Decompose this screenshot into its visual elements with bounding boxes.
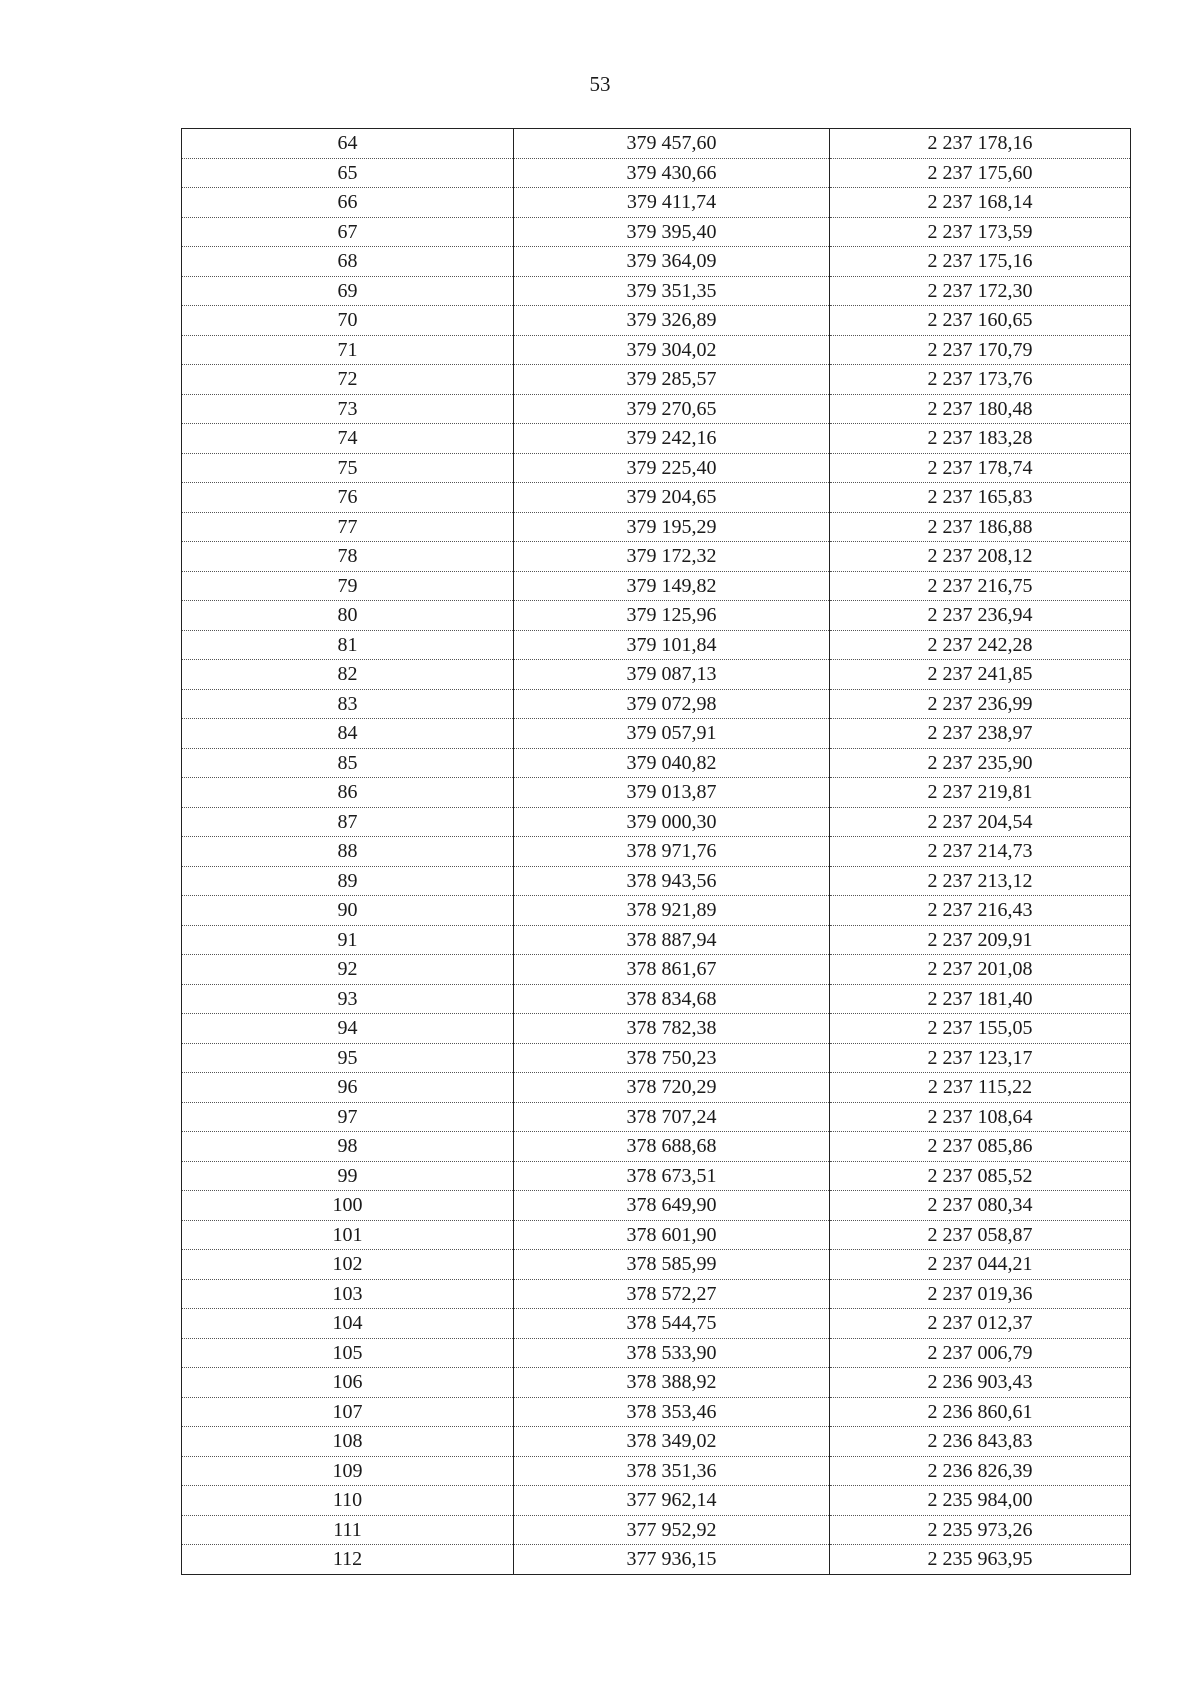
y-coordinate-cell: 2 237 170,79 xyxy=(830,335,1131,365)
point-number-cell: 91 xyxy=(182,925,514,955)
table-row xyxy=(182,1220,1131,1250)
table-row xyxy=(182,1279,1131,1309)
y-coordinate-cell: 2 236 903,43 xyxy=(830,1368,1131,1398)
x-coordinate-cell: 379 430,66 xyxy=(514,158,830,188)
y-coordinate-cell: 2 237 183,28 xyxy=(830,424,1131,454)
point-number-cell: 92 xyxy=(182,955,514,985)
y-coordinate-cell: 2 237 173,59 xyxy=(830,217,1131,247)
table-row xyxy=(182,335,1131,365)
point-number-cell: 84 xyxy=(182,719,514,749)
x-coordinate-cell: 379 000,30 xyxy=(514,807,830,837)
x-coordinate-cell: 378 388,92 xyxy=(514,1368,830,1398)
point-number-cell: 94 xyxy=(182,1014,514,1044)
point-number-cell: 70 xyxy=(182,306,514,336)
y-coordinate-cell: 2 237 168,14 xyxy=(830,188,1131,218)
point-number-cell: 93 xyxy=(182,984,514,1014)
point-number-cell: 74 xyxy=(182,424,514,454)
table-row xyxy=(182,1427,1131,1457)
point-number-cell: 72 xyxy=(182,365,514,395)
point-number-cell: 97 xyxy=(182,1102,514,1132)
table-row xyxy=(182,1456,1131,1486)
y-coordinate-cell: 2 237 219,81 xyxy=(830,778,1131,808)
point-number-cell: 87 xyxy=(182,807,514,837)
x-coordinate-cell: 379 072,98 xyxy=(514,689,830,719)
page-number: 53 xyxy=(589,72,611,96)
table-row xyxy=(182,660,1131,690)
y-coordinate-cell: 2 236 860,61 xyxy=(830,1397,1131,1427)
x-coordinate-cell: 378 750,23 xyxy=(514,1043,830,1073)
y-coordinate-cell: 2 237 044,21 xyxy=(830,1250,1131,1280)
y-coordinate-cell: 2 237 080,34 xyxy=(830,1191,1131,1221)
x-coordinate-cell: 378 544,75 xyxy=(514,1309,830,1339)
point-number-cell: 73 xyxy=(182,394,514,424)
y-coordinate-cell: 2 237 173,76 xyxy=(830,365,1131,395)
point-number-cell: 68 xyxy=(182,247,514,277)
x-coordinate-cell: 378 971,76 xyxy=(514,837,830,867)
y-coordinate-cell: 2 237 085,86 xyxy=(830,1132,1131,1162)
table-row xyxy=(182,453,1131,483)
y-coordinate-cell: 2 237 058,87 xyxy=(830,1220,1131,1250)
point-number-cell: 98 xyxy=(182,1132,514,1162)
point-number-cell: 102 xyxy=(182,1250,514,1280)
table-row xyxy=(182,719,1131,749)
x-coordinate-cell: 378 353,46 xyxy=(514,1397,830,1427)
x-coordinate-cell: 379 270,65 xyxy=(514,394,830,424)
x-coordinate-cell: 379 457,60 xyxy=(514,129,830,159)
x-coordinate-cell: 378 834,68 xyxy=(514,984,830,1014)
point-number-cell: 101 xyxy=(182,1220,514,1250)
x-coordinate-cell: 379 101,84 xyxy=(514,630,830,660)
x-coordinate-cell: 379 242,16 xyxy=(514,424,830,454)
y-coordinate-cell: 2 237 216,43 xyxy=(830,896,1131,926)
y-coordinate-cell: 2 237 186,88 xyxy=(830,512,1131,542)
x-coordinate-cell: 378 921,89 xyxy=(514,896,830,926)
table-row xyxy=(182,925,1131,955)
point-number-cell: 71 xyxy=(182,335,514,365)
table-row xyxy=(182,1397,1131,1427)
table-row xyxy=(182,158,1131,188)
table-row xyxy=(182,748,1131,778)
table-row xyxy=(182,483,1131,513)
x-coordinate-cell: 378 688,68 xyxy=(514,1132,830,1162)
point-number-cell: 75 xyxy=(182,453,514,483)
point-number-cell: 109 xyxy=(182,1456,514,1486)
y-coordinate-cell: 2 237 178,74 xyxy=(830,453,1131,483)
x-coordinate-cell: 378 351,36 xyxy=(514,1456,830,1486)
x-coordinate-cell: 377 962,14 xyxy=(514,1486,830,1516)
y-coordinate-cell: 2 237 204,54 xyxy=(830,807,1131,837)
table-row xyxy=(182,188,1131,218)
table-row xyxy=(182,306,1131,336)
table-row xyxy=(182,1486,1131,1516)
x-coordinate-cell: 378 887,94 xyxy=(514,925,830,955)
y-coordinate-cell: 2 235 963,95 xyxy=(830,1545,1131,1575)
table-row xyxy=(182,1132,1131,1162)
point-number-cell: 95 xyxy=(182,1043,514,1073)
y-coordinate-cell: 2 237 019,36 xyxy=(830,1279,1131,1309)
x-coordinate-cell: 378 533,90 xyxy=(514,1338,830,1368)
x-coordinate-cell: 379 326,89 xyxy=(514,306,830,336)
x-coordinate-cell: 378 943,56 xyxy=(514,866,830,896)
table-row xyxy=(182,1191,1131,1221)
table-row xyxy=(182,129,1131,159)
point-number-cell: 100 xyxy=(182,1191,514,1221)
coordinates-table xyxy=(181,128,1131,1575)
point-number-cell: 88 xyxy=(182,837,514,867)
table-row xyxy=(182,542,1131,572)
point-number-cell: 82 xyxy=(182,660,514,690)
x-coordinate-cell: 377 952,92 xyxy=(514,1515,830,1545)
point-number-cell: 90 xyxy=(182,896,514,926)
y-coordinate-cell: 2 237 201,08 xyxy=(830,955,1131,985)
x-coordinate-cell: 379 395,40 xyxy=(514,217,830,247)
y-coordinate-cell: 2 237 006,79 xyxy=(830,1338,1131,1368)
point-number-cell: 105 xyxy=(182,1338,514,1368)
point-number-cell: 66 xyxy=(182,188,514,218)
y-coordinate-cell: 2 237 181,40 xyxy=(830,984,1131,1014)
x-coordinate-cell: 378 349,02 xyxy=(514,1427,830,1457)
x-coordinate-cell: 377 936,15 xyxy=(514,1545,830,1575)
x-coordinate-cell: 379 013,87 xyxy=(514,778,830,808)
y-coordinate-cell: 2 237 012,37 xyxy=(830,1309,1131,1339)
y-coordinate-cell: 2 237 108,64 xyxy=(830,1102,1131,1132)
y-coordinate-cell: 2 237 178,16 xyxy=(830,129,1131,159)
x-coordinate-cell: 378 720,29 xyxy=(514,1073,830,1103)
y-coordinate-cell: 2 237 235,90 xyxy=(830,748,1131,778)
table-row xyxy=(182,630,1131,660)
table-row xyxy=(182,984,1131,1014)
table-row xyxy=(182,601,1131,631)
y-coordinate-cell: 2 237 180,48 xyxy=(830,394,1131,424)
y-coordinate-cell: 2 237 165,83 xyxy=(830,483,1131,513)
point-number-cell: 78 xyxy=(182,542,514,572)
x-coordinate-cell: 378 707,24 xyxy=(514,1102,830,1132)
y-coordinate-cell: 2 237 123,17 xyxy=(830,1043,1131,1073)
table-row xyxy=(182,1043,1131,1073)
point-number-cell: 69 xyxy=(182,276,514,306)
table-row xyxy=(182,247,1131,277)
y-coordinate-cell: 2 237 172,30 xyxy=(830,276,1131,306)
y-coordinate-cell: 2 237 175,60 xyxy=(830,158,1131,188)
table-row xyxy=(182,1161,1131,1191)
x-coordinate-cell: 378 601,90 xyxy=(514,1220,830,1250)
x-coordinate-cell: 379 204,65 xyxy=(514,483,830,513)
x-coordinate-cell: 378 673,51 xyxy=(514,1161,830,1191)
table-row xyxy=(182,837,1131,867)
y-coordinate-cell: 2 237 236,99 xyxy=(830,689,1131,719)
table-row xyxy=(182,571,1131,601)
x-coordinate-cell: 379 057,91 xyxy=(514,719,830,749)
y-coordinate-cell: 2 237 085,52 xyxy=(830,1161,1131,1191)
x-coordinate-cell: 378 572,27 xyxy=(514,1279,830,1309)
y-coordinate-cell: 2 237 214,73 xyxy=(830,837,1131,867)
point-number-cell: 64 xyxy=(182,129,514,159)
y-coordinate-cell: 2 237 155,05 xyxy=(830,1014,1131,1044)
y-coordinate-cell: 2 237 209,91 xyxy=(830,925,1131,955)
table-row xyxy=(182,512,1131,542)
y-coordinate-cell: 2 237 175,16 xyxy=(830,247,1131,277)
x-coordinate-cell: 379 087,13 xyxy=(514,660,830,690)
x-coordinate-cell: 379 149,82 xyxy=(514,571,830,601)
point-number-cell: 104 xyxy=(182,1309,514,1339)
point-number-cell: 96 xyxy=(182,1073,514,1103)
y-coordinate-cell: 2 237 241,85 xyxy=(830,660,1131,690)
table-row xyxy=(182,1073,1131,1103)
point-number-cell: 99 xyxy=(182,1161,514,1191)
point-number-cell: 111 xyxy=(182,1515,514,1545)
x-coordinate-cell: 378 861,67 xyxy=(514,955,830,985)
x-coordinate-cell: 379 411,74 xyxy=(514,188,830,218)
x-coordinate-cell: 379 351,35 xyxy=(514,276,830,306)
point-number-cell: 112 xyxy=(182,1545,514,1575)
x-coordinate-cell: 378 585,99 xyxy=(514,1250,830,1280)
y-coordinate-cell: 2 235 984,00 xyxy=(830,1486,1131,1516)
table-row xyxy=(182,276,1131,306)
x-coordinate-cell: 379 304,02 xyxy=(514,335,830,365)
table-row xyxy=(182,217,1131,247)
table-row xyxy=(182,1250,1131,1280)
point-number-cell: 65 xyxy=(182,158,514,188)
table-row xyxy=(182,866,1131,896)
x-coordinate-cell: 379 195,29 xyxy=(514,512,830,542)
x-coordinate-cell: 378 782,38 xyxy=(514,1014,830,1044)
table-row xyxy=(182,1102,1131,1132)
table-row xyxy=(182,394,1131,424)
x-coordinate-cell: 378 649,90 xyxy=(514,1191,830,1221)
point-number-cell: 77 xyxy=(182,512,514,542)
point-number-cell: 86 xyxy=(182,778,514,808)
x-coordinate-cell: 379 364,09 xyxy=(514,247,830,277)
x-coordinate-cell: 379 172,32 xyxy=(514,542,830,572)
point-number-cell: 80 xyxy=(182,601,514,631)
y-coordinate-cell: 2 237 208,12 xyxy=(830,542,1131,572)
x-coordinate-cell: 379 285,57 xyxy=(514,365,830,395)
point-number-cell: 79 xyxy=(182,571,514,601)
x-coordinate-cell: 379 125,96 xyxy=(514,601,830,631)
table-row xyxy=(182,1545,1131,1575)
y-coordinate-cell: 2 236 843,83 xyxy=(830,1427,1131,1457)
point-number-cell: 83 xyxy=(182,689,514,719)
point-number-cell: 106 xyxy=(182,1368,514,1398)
point-number-cell: 89 xyxy=(182,866,514,896)
table-row xyxy=(182,1014,1131,1044)
y-coordinate-cell: 2 235 973,26 xyxy=(830,1515,1131,1545)
y-coordinate-cell: 2 237 238,97 xyxy=(830,719,1131,749)
point-number-cell: 110 xyxy=(182,1486,514,1516)
point-number-cell: 107 xyxy=(182,1397,514,1427)
y-coordinate-cell: 2 237 115,22 xyxy=(830,1073,1131,1103)
table-row xyxy=(182,424,1131,454)
table-row xyxy=(182,955,1131,985)
table-row xyxy=(182,1309,1131,1339)
point-number-cell: 108 xyxy=(182,1427,514,1457)
table-row xyxy=(182,778,1131,808)
point-number-cell: 85 xyxy=(182,748,514,778)
table-row xyxy=(182,689,1131,719)
point-number-cell: 103 xyxy=(182,1279,514,1309)
table-row xyxy=(182,807,1131,837)
x-coordinate-cell: 379 225,40 xyxy=(514,453,830,483)
y-coordinate-cell: 2 237 160,65 xyxy=(830,306,1131,336)
y-coordinate-cell: 2 236 826,39 xyxy=(830,1456,1131,1486)
point-number-cell: 67 xyxy=(182,217,514,247)
coordinates-table-body xyxy=(182,129,1131,1575)
table-row xyxy=(182,896,1131,926)
y-coordinate-cell: 2 237 213,12 xyxy=(830,866,1131,896)
y-coordinate-cell: 2 237 216,75 xyxy=(830,571,1131,601)
y-coordinate-cell: 2 237 236,94 xyxy=(830,601,1131,631)
point-number-cell: 81 xyxy=(182,630,514,660)
table-row xyxy=(182,1368,1131,1398)
table-row xyxy=(182,1338,1131,1368)
point-number-cell: 76 xyxy=(182,483,514,513)
x-coordinate-cell: 379 040,82 xyxy=(514,748,830,778)
y-coordinate-cell: 2 237 242,28 xyxy=(830,630,1131,660)
table-row xyxy=(182,365,1131,395)
table-row xyxy=(182,1515,1131,1545)
